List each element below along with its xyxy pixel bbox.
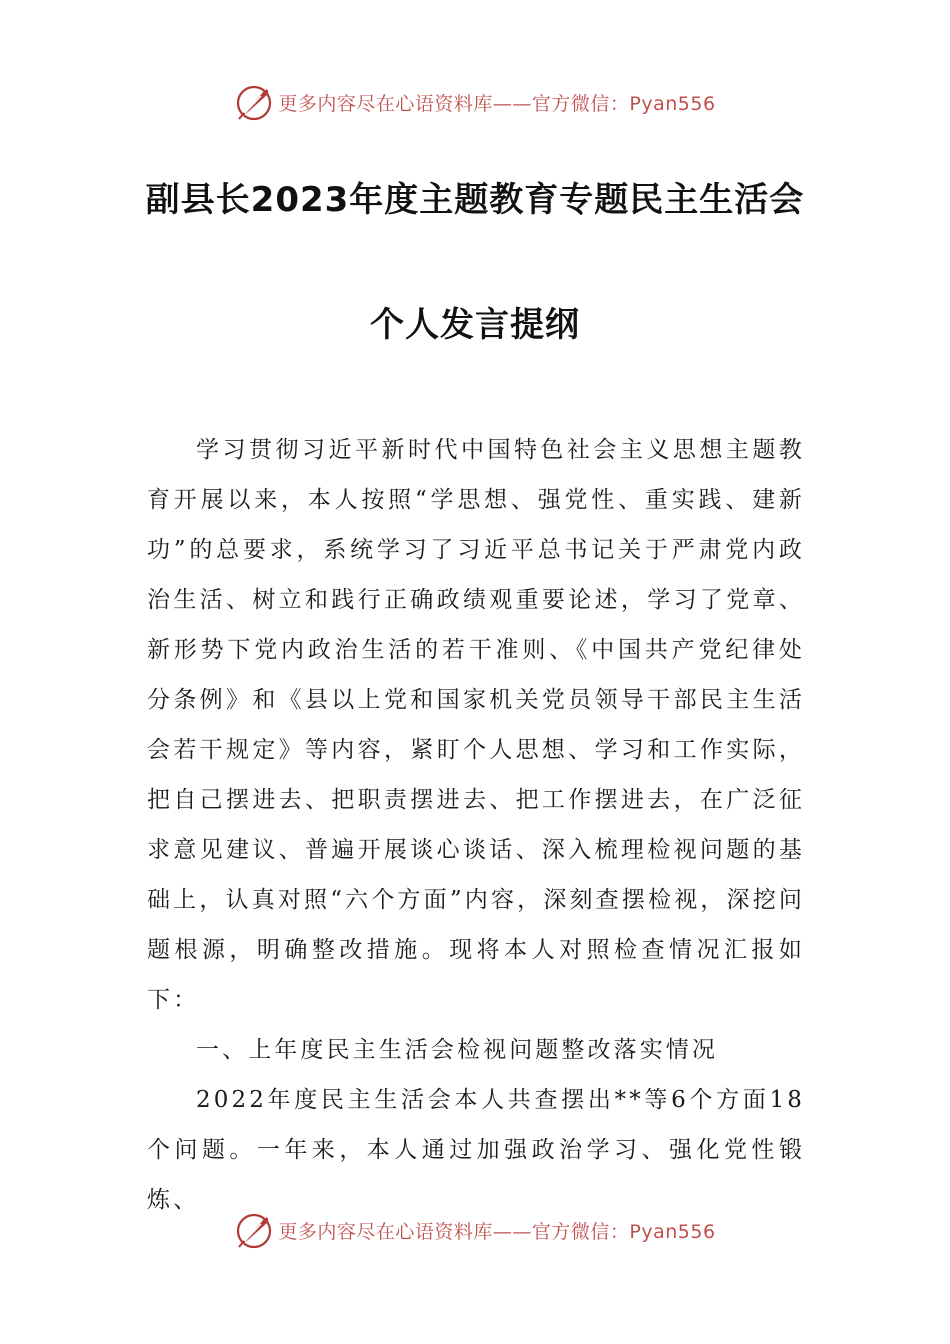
header-banner [0, 80, 950, 124]
quill-pen-circle-icon [234, 82, 274, 122]
document-body [147, 425, 805, 1225]
quill-pen-circle-icon [234, 1210, 274, 1250]
banner-text [278, 89, 715, 116]
banner-label: 更多内容尽在心语资料库——官方微信： [278, 1220, 630, 1243]
document-title-line-2: 个人发言提纲 [370, 305, 580, 345]
wechat-handle: Pyan556 [629, 1220, 716, 1243]
document-title-line-1: 副县长2023年度主题教育专题民主生活会 [145, 180, 805, 220]
banner-text [278, 1217, 715, 1244]
paragraph-intro: 学习贯彻习近平新时代中国特色社会主义思想主题教育开展以来，本人按照“学思想、强党性、重实践、建新功”的总要求，系统学习了习近平总书记关于严肃党内政治生活、树立和践行正确政绩观重要论述，学习了党章、新形势下党内政治生活的若干准则、《中国共产党纪律处分条例》和《县以上党和国家机关党员领导干部民主生活会若干规定》等内容，紧盯个人思想、学习和工作实际，把自己摆进去、把职责摆进去、把工作摆进去，在广泛征求意见建议、普遍开展谈心谈话、深入梳理检视问题的基础上，认真对照“六个方面”内容，深刻查摆检视，深挖问题根源，明确整改措施。现将本人对照检查情况汇报如下： [147, 437, 805, 1013]
wechat-handle: Pyan556 [629, 92, 716, 115]
banner-label: 更多内容尽在心语资料库——官方微信： [278, 92, 630, 115]
section-heading-1: 一、上年度民主生活会检视问题整改落实情况 [196, 1037, 718, 1063]
paragraph-section-1: 2022年度民主生活会本人共查摆出**等6个方面18个问题。一年来，本人通过加强政治学习、强化党性锻炼、 [147, 1087, 805, 1213]
footer-banner [0, 1208, 950, 1252]
